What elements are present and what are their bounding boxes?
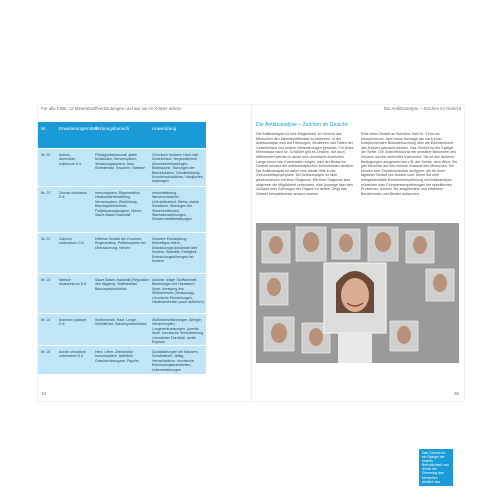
cell-anwendung: Stoffwechselstörungen, Allergie, Heuschnupfen, Lungenerkrankungen, juvenile Akne, chronische Verschleimung, chronischer Durchfall, senile Ergüsse (152, 318, 204, 345)
col-header-name: Erweiterungsmittel (59, 126, 97, 131)
col-header-nr: Nr. (41, 126, 47, 131)
cell-name: Arsenum jodatum D 6 (59, 318, 87, 327)
table-row (38, 273, 206, 314)
cell-anwendung: Schlafstörungen bei Männern, Schafwandel, Jetlag, Herzschwäche, chronische Entzündungskrankheiten, Leberverletzungen (152, 350, 199, 372)
cell-name: Calcium carbonicum D 6 (59, 237, 84, 246)
cell-nr: Nr. 20 (41, 153, 51, 157)
col-header-bereich: Wirkungsbereich (95, 126, 130, 131)
cell-anwendung: Schwere Erschöpfung, frühzeitiges Altern, Entwicklungsrückstände über Kindern, Stabilität, Festigkeit, Entwicklungsstörungen bei Kindern (152, 237, 198, 264)
cell-anwendung: Chronisch trockene Haut oder Schleimhaut, Vergesslichkeit, Aluminiumbelastungen, Blähbäuche, Störungen der Blutzirkulation, Cellulitebildung, Knochenschwächen, Hautjucken, Impfungen (152, 153, 204, 184)
cell-bereich: Immunsystem, Regeneration, Hautwiederherstellung, Nervensystem, Blutbildung, Bauchspeicheldrüse, Fortpflanzungsorgane, Nieren, Säure-Basen-Haushalt (95, 191, 143, 218)
right-page-number: 35 (453, 391, 459, 396)
table-row (38, 345, 206, 375)
table-header (38, 122, 206, 148)
body-column-right: Röte einen Bedarf an Schüßler-Salz Nr. 3 Ferrum phosphoricum, kann keine Aussage wie nach einer entsprechenden Blutuntersuchung über die Eisenspeicher des Körpers gemacht werden. Das Gesicht ist der Spiegel der Seele. Die Gesichtshaut ist ein sensibler Barometer des Körpers und ein wertvolles Instrument. Sie ist den äußeren Bedingungen ausgesetzt wie z.B. der Sonne, dem Wind. Sie gibt Hinweise auf den inneren Zustand des Menschen. Sie können sich Grundkenntnisse aneignen, die für Ihren täglichen Bedarf von Nutzen sind. Wenn Sie eine mütigeschwädte Einnahmeempfehlung mit Antlitzanalyse wünschen oder Einnahmeempfehlungen bei spezifischen Problemen, können Sie ausgebildete und erfahrene Beraterinnen und Berater aufsuchen. (361, 132, 458, 196)
right-page (251, 105, 464, 484)
right-running-header: Die Antlitzanalyse – Zeichen im Gesicht (383, 106, 461, 111)
cell-bereich: Flüssigkeitshaushalt, glatte Muskulatur, Nervensystem, Verdauungssystem, Haut, Schleimhaut, Knochen, Gelenke (95, 153, 146, 171)
collage-illustration (256, 223, 459, 363)
cell-name: Natrium bicarbonicum D 6 (59, 278, 87, 287)
col-header-anwendung: Anwendung (152, 126, 177, 131)
table-row (38, 148, 206, 187)
table-row (38, 313, 206, 346)
cell-name: Zincum chloratum D 6 (59, 191, 87, 200)
section-title: Die Antlitzanalyse – Zeichen im Gesicht (256, 122, 348, 128)
cell-bereich: Säure-Basen-Haushalt (Regulation des Magens), Stoffwechsel, Bauchspeicheldrüse (95, 278, 150, 291)
left-page-number: 34 (41, 391, 47, 396)
cell-nr: Nr. 25 (41, 350, 51, 354)
table-row (38, 186, 206, 233)
cell-anwendung: Immunstärkung, Nervenschwäche, Unfruchtbarkeit, Stress, starke Schwitzen, Störungen der Sinnesfunktionen, Wachstumsstörungen, Schwermetallbelastungen (152, 191, 200, 222)
book-spread (38, 105, 464, 484)
cell-bereich: Herz, Leber, Zirbeldrüse, Immunsystem, weibliche Geschlechtsorgane, Psyche (95, 350, 139, 363)
cell-nr: Nr. 22 (41, 237, 51, 241)
cell-nr: Nr. 24 (41, 318, 51, 322)
left-running-header: Für alle Fälle: 12 Mineralstoffverbindungen und wie sie im Körper wirken (41, 106, 182, 111)
cell-nr: Nr. 21 (41, 191, 51, 195)
cell-nr: Nr. 23 (41, 278, 51, 282)
mineral-table (38, 122, 206, 374)
cell-bereich: Stoffwechsel, Haut, Lunge, Schilddrüse, Bauchspeicheldrüse (95, 318, 147, 327)
body-column-left: Die Antlitzanalyse ist eine Möglichkeit, im Gesicht des Menschen den Mineralstoffbedarf zu erkennen. In der Antlitzanalyse wird auf Färbungen, Strukturen und Falten der Gesichtshaut und andere Veränderungen geachtet. Für jedes Mineralsalz nach Dr. Schüßler gibt es Zeichen, die auch differenziert werden in akute und chronische Anzeichen. Lange bevor sich Krankheiten zeigen, wird der Bedarf im Gesicht anhand der antlitzanalytischen Kennzeichen deutlich. Die Antlitzanalyse ist daher eine ideale Hilfe in der Gesundheitsprophylaxe. Die Antlitzanalyse ist nicht gleichzusetzen mit einer Diagnose. Mit einer Diagnose sind allgemein die Möglichkeit verbunden, eine Aussage über den Zustand oder Störungen der Organe zu treffen. Zeigt das Gesicht beispielsweise anhand warmer (256, 132, 354, 196)
cell-name: Kalium-Aluminium sulfuricum D 6 (59, 153, 82, 166)
cell-bereich: Hülfeste Schicht der Knochen, Regeneration, Pufferssystem bei Übersäuerung, Nerven (95, 237, 146, 250)
table-row (38, 232, 206, 274)
cell-anwendung: Azidose, träger Stoffwechsel, Belastungen mit Harnsäure, Sport, Anregung des Stoffwechsels (Verdauung), chronische Erkrankungen, Hautkrankheiten (auch äußerlich) (152, 278, 204, 305)
left-page (38, 105, 251, 401)
photo-caption-callout: Das Gesicht ist ein Spiegel der inneren Befindlichkeit und drückt die Stimmung des Menschen deutlich aus. (419, 449, 453, 486)
cell-name: Aurum chloratum natronatum D 6 (59, 350, 86, 359)
